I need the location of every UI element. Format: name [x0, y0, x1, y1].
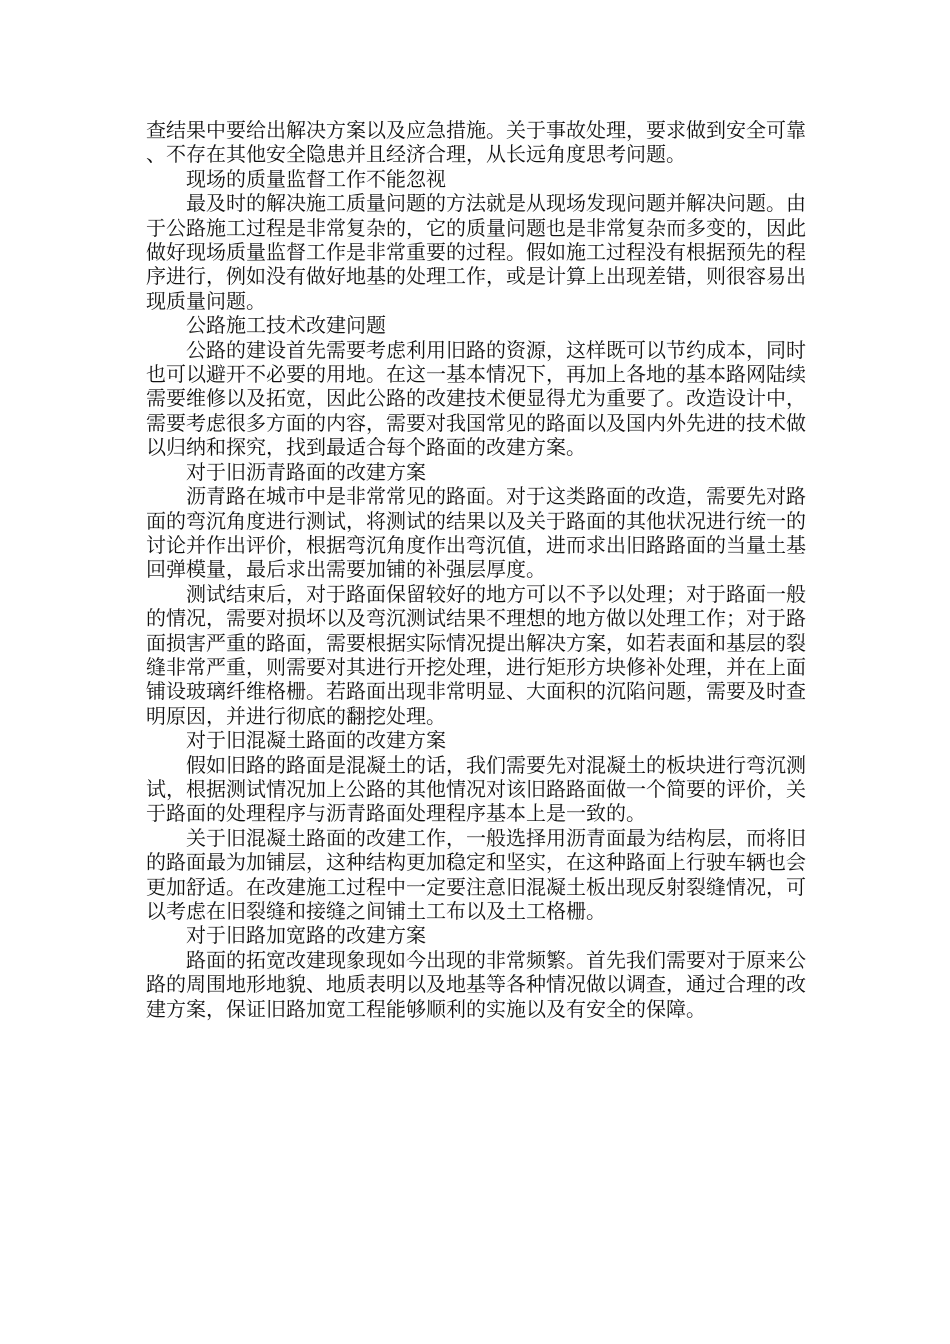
- body-paragraph: 关于旧混凝土路面的改建工作，一般选择用沥青面最为结构层，而将旧的路面最为加铺层，这种结构更加稳定和坚实，在这种路面上行驶车辆也会更加舒适。在改建施工过程中一定要注意旧混凝土板出现反射裂缝情况，可以考虑在旧裂缝和接缝之间铺土工布以及土工格栅。: [146, 825, 806, 923]
- section-heading: 对于旧混凝土路面的改建方案: [186, 728, 446, 753]
- section-heading: 对于旧沥青路面的改建方案: [186, 459, 426, 484]
- section-heading: 公路施工技术改建问题: [186, 313, 386, 338]
- body-paragraph: 公路的建设首先需要考虑利用旧路的资源，这样既可以节约成本，同时也可以避开不必要的用地。在这一基本情况下，再加上各地的基本路网陆续需要维修以及拓宽，因此公路的改建技术便显得尤为重要了。改造设计中，需要考虑很多方面的内容，需要对我国常见的路面以及国内外先进的技术做以归纳和探究，找到最适合每个路面的改建方案。: [146, 337, 806, 460]
- body-paragraph: 假如旧路的路面是混凝土的话，我们需要先对混凝土的板块进行弯沉测试，根据测试情况加上公路的其他情况对该旧路路面做一个简要的评价，关于路面的处理程序与沥青路面处理程序基本上是一致的。: [146, 752, 806, 826]
- body-paragraph: 沥青路在城市中是非常常见的路面。对于这类路面的改造，需要先对路面的弯沉角度进行测试，将测试的结果以及关于路面的其他状况进行统一的讨论并作出评价，根据弯沉角度作出弯沉值，进而求出旧路路面的当量土基回弹模量，最后求出需要加铺的补强层厚度。: [146, 484, 806, 582]
- body-paragraph: 查结果中要给出解决方案以及应急措施。关于事故处理，要求做到安全可靠、不存在其他安全隐患并且经济合理，从长远角度思考问题。: [146, 118, 806, 167]
- section-heading: 现场的质量监督工作不能忽视: [186, 166, 446, 191]
- section-heading: 对于旧路加宽路的改建方案: [186, 923, 426, 948]
- body-paragraph: 测试结束后，对于路面保留较好的地方可以不予以处理；对于路面一般的情况，需要对损坏以及弯沉测试结果不理想的地方做以处理工作；对于路面损害严重的路面，需要根据实际情况提出解决方案，如若表面和基层的裂缝非常严重，则需要对其进行开挖处理，进行矩形方块修补处理，并在上面铺设玻璃纤维格栅。若路面出现非常明显、大面积的沉陷问题，需要及时查明原因，并进行彻底的翻挖处理。: [146, 581, 806, 728]
- body-paragraph: 最及时的解决施工质量问题的方法就是从现场发现问题并解决问题。由于公路施工过程是非常复杂的，它的质量问题也是非常复杂而多变的，因此做好现场质量监督工作是非常重要的过程。假如施工过程没有根据预先的程序进行，例如没有做好地基的处理工作，或是计算上出现差错，则很容易出现质量问题。: [146, 191, 806, 313]
- body-paragraph: 路面的拓宽改建现象现如今出现的非常频繁。首先我们需要对于原来公路的周围地形地貌、地质表明以及地基等各种情况做以调查，通过合理的改建方案，保证旧路加宽工程能够顺利的实施以及有安全的保障。: [146, 947, 806, 1021]
- document-page: [146, 118, 806, 1021]
